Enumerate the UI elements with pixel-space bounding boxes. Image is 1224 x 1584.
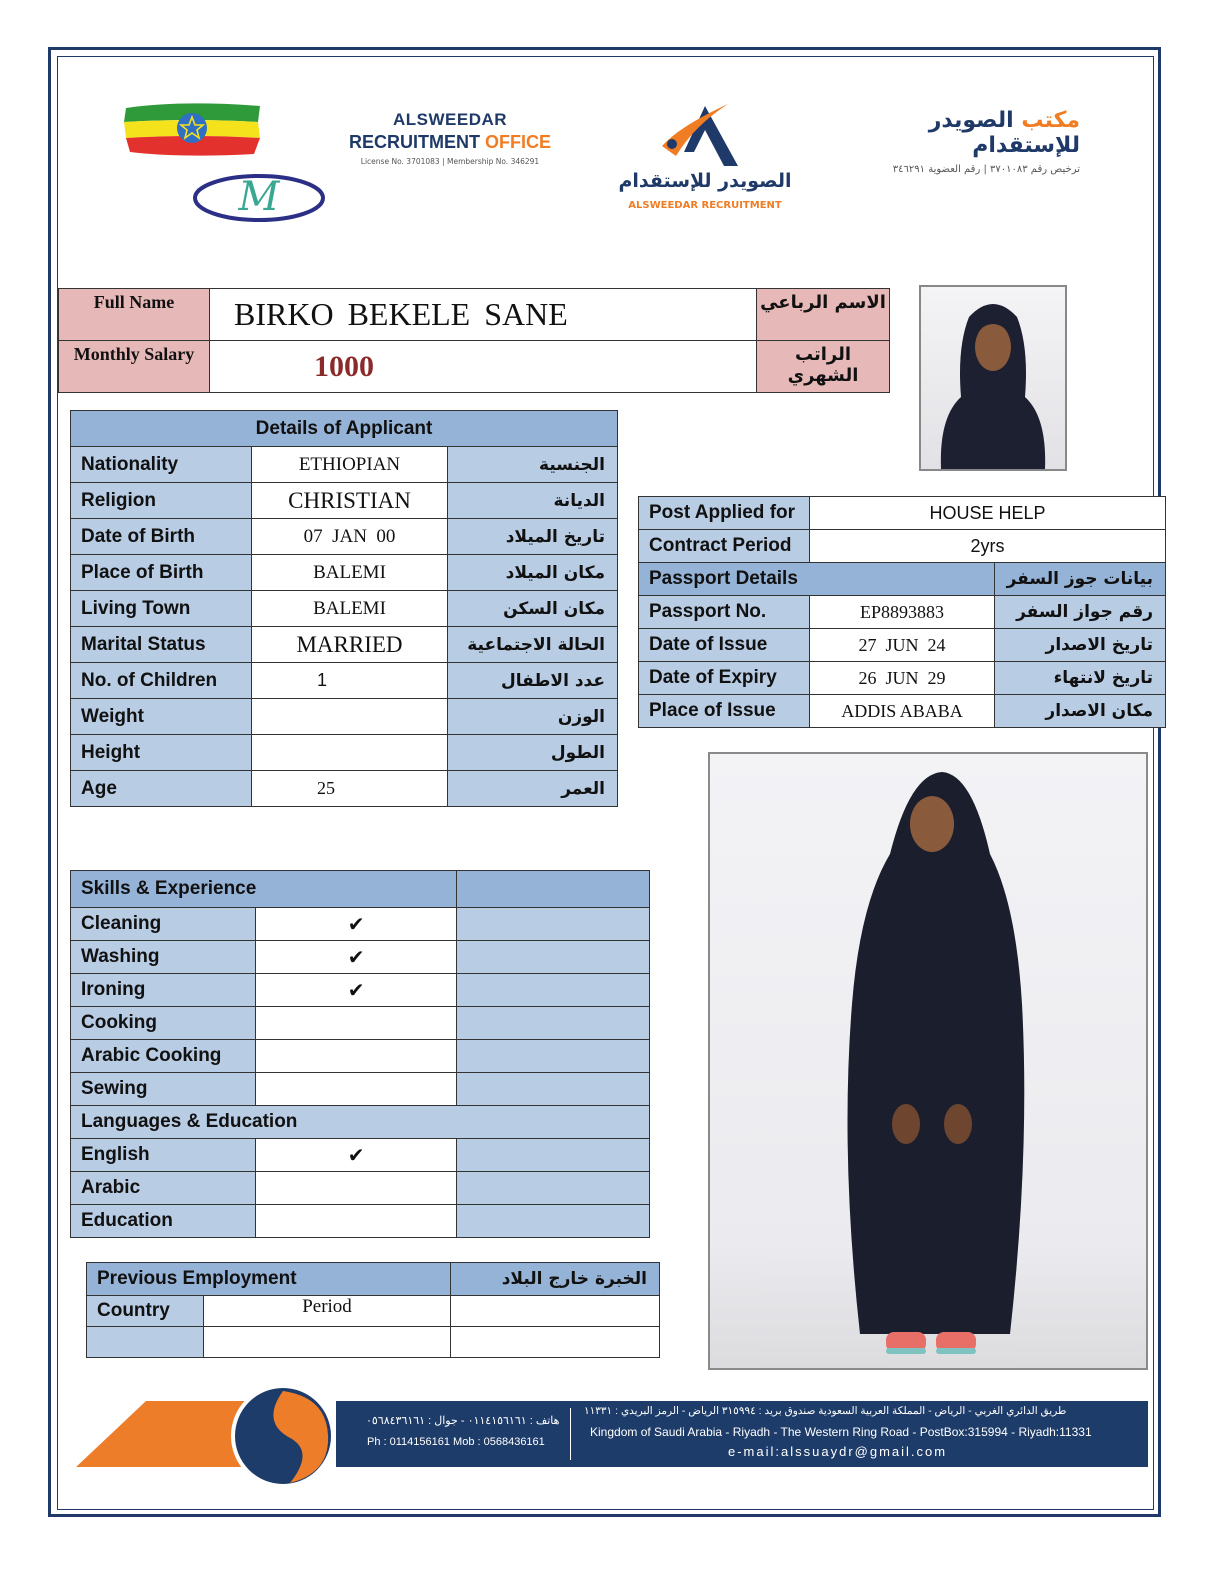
language-label: Arabic [71,1172,256,1205]
skill-extra [457,908,650,941]
skill-check [256,1073,457,1106]
language-extra [457,1139,650,1172]
passport-label-ar: تاريخ لانتهاء [995,662,1166,695]
details-row [71,627,618,663]
country-label: Country [87,1296,204,1327]
skill-check: ✔ [256,941,457,974]
footer-phone-en: Ph : 0114156161 Mob : 0568436161 [367,1436,545,1448]
salary-row [59,341,890,393]
skill-label: Arabic Cooking [71,1040,256,1073]
details-value: BALEMI [252,591,448,627]
details-row [71,699,618,735]
details-table [70,410,618,807]
language-row [71,1139,650,1172]
languages-header-row [71,1106,650,1139]
contract-row [639,530,1166,563]
details-label-ar: العمر [448,771,618,807]
details-row [71,447,618,483]
passport-label: Date of Expiry [639,662,810,695]
details-label-ar: الوزن [448,699,618,735]
m-agency-logo [192,170,326,224]
language-check [256,1172,457,1205]
details-label: No. of Children [71,663,252,699]
post-applied-value: HOUSE HELP [810,497,1166,530]
skill-row [71,908,650,941]
contract-period-value: 2yrs [810,530,1166,563]
details-row [71,771,618,807]
office-name-line2: RECRUITMENT OFFICE [349,132,551,152]
details-value [252,699,448,735]
details-label-ar: الحالة الاجتماعية [448,627,618,663]
details-label: Religion [71,483,252,519]
details-row [71,483,618,519]
passport-label-ar: رقم جواز السفر [995,596,1166,629]
details-title: Details of Applicant [71,411,618,447]
passport-value: EP8893883 [810,596,995,629]
salary-label: Monthly Salary [59,341,210,393]
office-logo-en [330,110,570,166]
office-name-arabic: مكتب الصويدر للإستقدام [928,108,1080,158]
full-length-figure [710,754,1146,1368]
details-label: Age [71,771,252,807]
passport-row [639,596,1166,629]
name-salary-table [58,288,890,393]
passport-row [639,662,1166,695]
skill-check [256,1007,457,1040]
applicant-full-photo [708,752,1148,1370]
details-row [71,591,618,627]
details-row [71,735,618,771]
details-value: ETHIOPIAN [252,447,448,483]
details-value: 25 [252,771,448,807]
passport-row [639,629,1166,662]
details-row [71,555,618,591]
footer-address-ar: طريق الدائري الغربي - الرياض - المملكة العربية السعودية صندوق بريد : ٣١٥٩٩٤ الرياض - الرمز البريدي : ١١٣٣١ [584,1405,1067,1417]
language-check: ✔ [256,1139,457,1172]
details-label: Nationality [71,447,252,483]
details-value: 1 [252,663,448,699]
details-value: MARRIED [252,627,448,663]
period-label: Period [204,1296,451,1327]
center-logo-english: ALSWEEDAR RECRUITMENT [628,200,782,211]
details-row [71,519,618,555]
office-license-arabic: ترخيص رقم ٣٧٠١٠٨٣ | رقم العضوية ٣٤٦٢٩١ [892,164,1080,175]
details-label: Marital Status [71,627,252,663]
skill-label: Sewing [71,1073,256,1106]
passport-details-title: Passport Details [639,563,995,596]
full-name-row [59,289,890,341]
salary-label-ar: الراتب الشهري [757,341,890,393]
full-name-label-ar: الاسم الرباعي [757,289,890,341]
language-check [256,1205,457,1238]
language-extra [457,1172,650,1205]
skill-label: Cooking [71,1007,256,1040]
details-label: Date of Birth [71,519,252,555]
a-letter-icon [610,100,800,172]
skill-row [71,1073,650,1106]
employment-country-cell [87,1327,204,1358]
alsweedar-a-logo [610,100,800,220]
employment-period-cell [204,1327,451,1358]
skill-row [71,941,650,974]
post-applied-label: Post Applied for [639,497,810,530]
office-license-text: License No. 3701083 | Membership No. 346291 [360,157,540,166]
passport-details-title-ar: بيانات جوز السفر [995,563,1166,596]
skill-row [71,1007,650,1040]
language-label: English [71,1139,256,1172]
skills-table [70,870,650,1238]
details-label-ar: الديانة [448,483,618,519]
passport-value: ADDIS ABABA [810,695,995,728]
footer-phone-ar: هاتف : ٠١١٤١٥٦١٦١ - جوال : ٠٥٦٨٤٣٦١٦١ [366,1415,560,1427]
employment-blank [451,1327,660,1358]
passport-table [638,496,1166,728]
passport-value: 27 JUN 24 [810,629,995,662]
skill-row [71,1040,650,1073]
passport-label: Place of Issue [639,695,810,728]
skill-label: Cleaning [71,908,256,941]
skill-extra [457,1007,650,1040]
skill-label: Ironing [71,974,256,1007]
salary-value: 1000 [210,341,757,393]
details-label-ar: عدد الاطفال [448,663,618,699]
languages-title: Languages & Education [71,1106,650,1139]
details-label: Place of Birth [71,555,252,591]
details-label-ar: الجنسية [448,447,618,483]
employment-header-row [87,1263,660,1296]
applicant-portrait-photo [919,285,1067,471]
skill-check: ✔ [256,908,457,941]
skill-check: ✔ [256,974,457,1007]
skills-header-blank [457,871,650,908]
contract-period-label: Contract Period [639,530,810,563]
office-name-line1: ALSWEEDAR [392,110,508,129]
skill-label: Washing [71,941,256,974]
skill-extra [457,1040,650,1073]
footer-divider [570,1408,571,1460]
passport-label: Passport No. [639,596,810,629]
details-header-row [71,411,618,447]
details-label-ar: الطول [448,735,618,771]
details-label: Living Town [71,591,252,627]
details-label-ar: تاريخ الميلاد [448,519,618,555]
details-value [252,735,448,771]
footer-logo-circle [230,1383,336,1489]
employment-entry-row [87,1327,660,1358]
details-label-ar: مكان الميلاد [448,555,618,591]
portrait-figure [921,287,1065,469]
skill-extra [457,941,650,974]
office-logo-ar [820,108,1080,175]
full-name-label: Full Name [59,289,210,341]
passport-value: 26 JUN 29 [810,662,995,695]
details-label: Weight [71,699,252,735]
details-value: 07 JAN 00 [252,519,448,555]
employment-table [86,1262,660,1358]
passport-label: Date of Issue [639,629,810,662]
passport-row [639,695,1166,728]
employment-label-row [87,1296,660,1327]
details-row [71,663,618,699]
svg-text:M: M [238,174,280,220]
skill-row [71,974,650,1007]
post-row [639,497,1166,530]
skill-extra [457,974,650,1007]
center-logo-arabic: الصويدر للإستقدام [618,170,792,192]
full-name-value: BIRKO BEKELE SANE [210,289,757,341]
language-label: Education [71,1205,256,1238]
skill-extra [457,1073,650,1106]
passport-header-row [639,563,1166,596]
passport-label-ar: مكان الاصدار [995,695,1166,728]
passport-label-ar: تاريخ الاصدار [995,629,1166,662]
skills-title: Skills & Experience [71,871,457,908]
employment-title-ar: الخبرة خارج البلاد [451,1263,660,1296]
details-label-ar: مكان السكن [448,591,618,627]
language-row [71,1205,650,1238]
employment-blank [451,1296,660,1327]
footer-email[interactable]: e-mail:alssuaydr@gmail.com [728,1444,948,1459]
language-row [71,1172,650,1205]
ethiopian-flag-logo [122,100,262,158]
skill-check [256,1040,457,1073]
language-extra [457,1205,650,1238]
employment-title: Previous Employment [87,1263,451,1296]
skills-header-row [71,871,650,908]
details-value: BALEMI [252,555,448,591]
details-value: CHRISTIAN [252,483,448,519]
details-label: Height [71,735,252,771]
footer-address-en: Kingdom of Saudi Arabia - Riyadh - The Western Ring Road - PostBox:315994 - Riyadh:11331 [590,1425,1092,1439]
